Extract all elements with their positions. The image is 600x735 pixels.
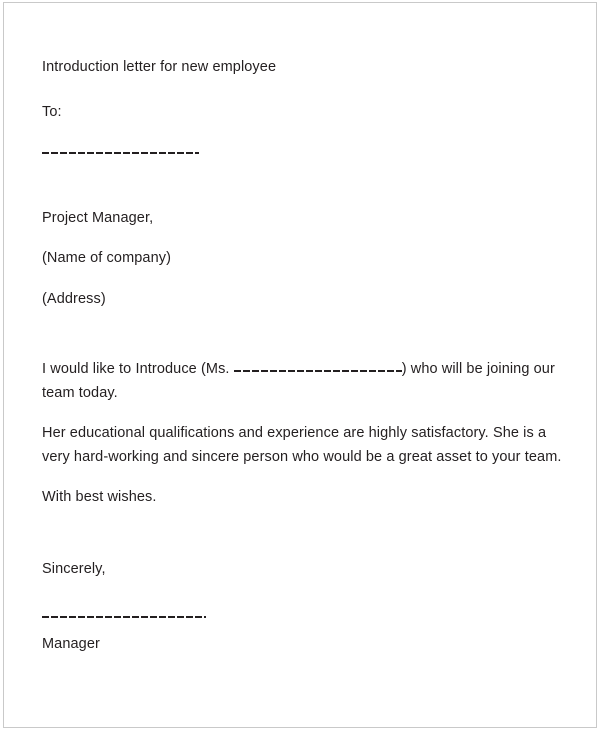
paragraph-well-wishes: With best wishes. [42,489,157,506]
closing-salutation: Sincerely, [42,560,106,577]
spacer-before-body [42,311,572,358]
intro-prefix-text: I would like to Introduce (Ms. [42,361,234,378]
recipient-address: (Address) [42,290,106,307]
employee-name-blank[interactable] [234,359,402,374]
letter-title: Introduction letter for new employee [42,59,277,75]
spacer-before-closing [42,527,572,558]
to-label: To: [42,104,62,121]
spacer-after-signature-line [42,621,572,633]
spacer-before-signature-line [42,581,572,605]
letter-content [42,56,572,657]
recipient-blank-line[interactable] [42,141,572,157]
signer-title: Manager [42,636,100,653]
paragraph-introduction [42,358,572,405]
recipient-role: Project Manager, [42,209,154,226]
intro-suffix-text: ) who will be joining our team today. [42,361,560,401]
recipient-company: (Name of company) [42,250,172,267]
signature-blank-line[interactable] [42,605,572,621]
recipient-block [42,207,572,311]
paragraph-qualifications: Her educational qualifications and experience are highly satisfactory. She is a very hard-working and sincere person who would be a great asset to your team. [42,425,562,465]
